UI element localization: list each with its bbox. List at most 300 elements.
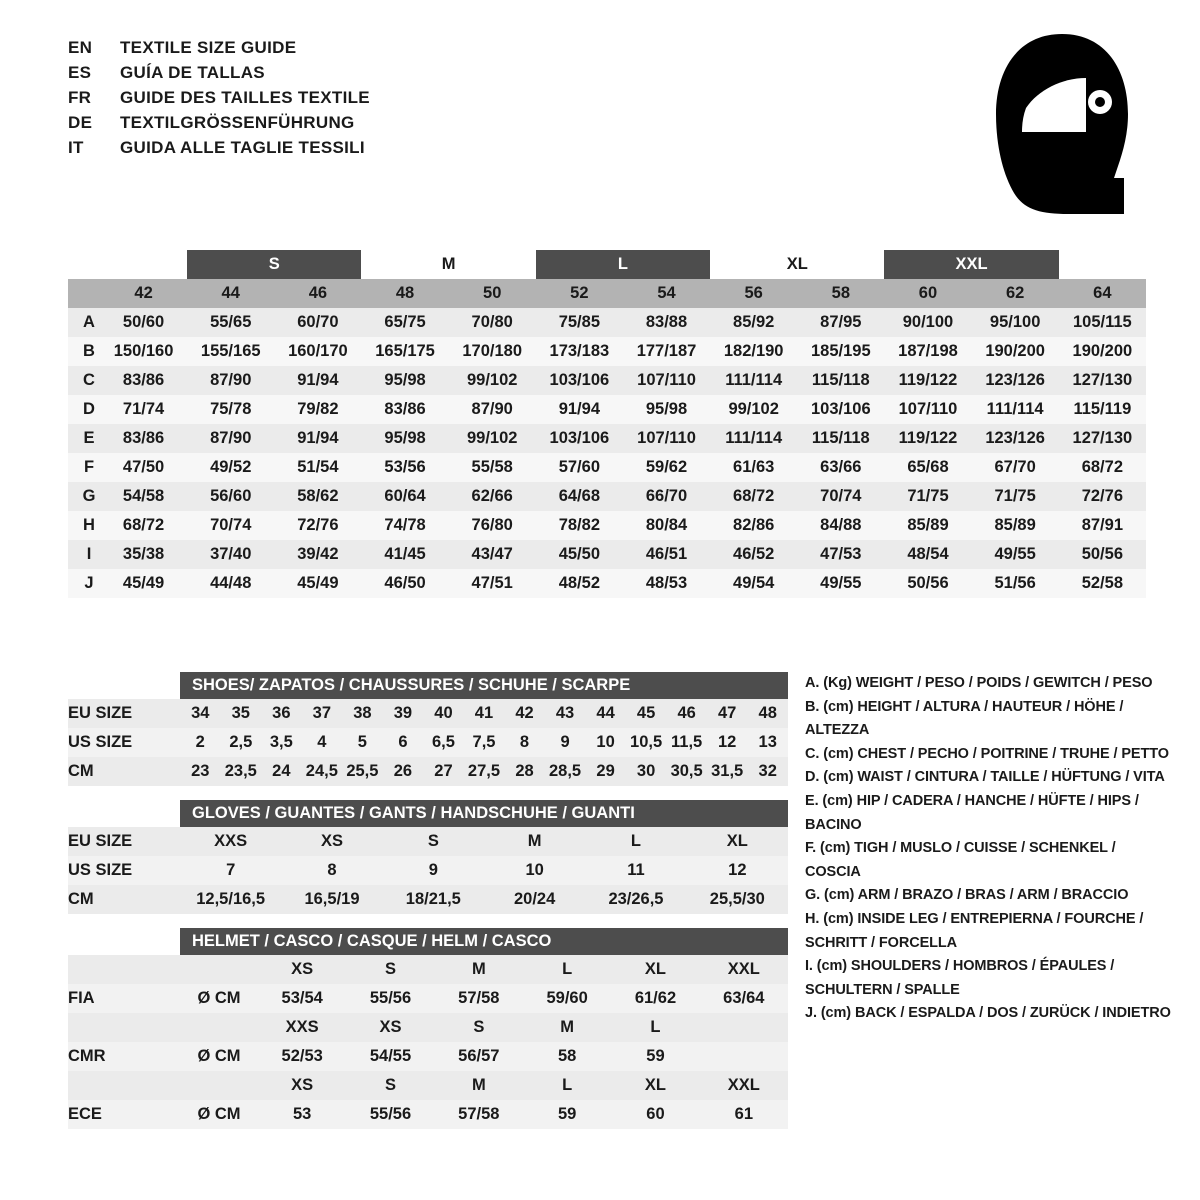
cell: 107/110 <box>637 429 696 447</box>
cell: 111/114 <box>725 429 783 447</box>
cell: XXS <box>214 832 248 850</box>
legend-line-d: D. (cm) WAIST / CINTURA / TAILLE / HÜFTUNG / VITA <box>805 769 1165 786</box>
cell: 75/78 <box>210 400 252 418</box>
cell: 46/50 <box>384 574 426 592</box>
cell: 47/53 <box>820 545 862 563</box>
legend-line-i: I. (cm) SHOULDERS / HOMBROS / ÉPAULES / <box>805 958 1115 975</box>
cell: 119/122 <box>898 429 958 447</box>
cell: 27,5 <box>467 762 501 780</box>
cell: 177/187 <box>636 342 697 360</box>
row-label-h: H <box>83 516 95 534</box>
cell: 5 <box>357 733 367 751</box>
helmet-row-label-fia: FIA <box>68 989 95 1007</box>
row-label-c: C <box>83 371 95 389</box>
legend-line-e: E. (cm) HIP / CADERA / HANCHE / HÜFTE / HIPS / BACINO <box>805 792 1139 833</box>
title-row-es <box>68 63 370 88</box>
cell: L <box>650 1018 661 1036</box>
cell: 70/74 <box>210 516 252 534</box>
cell: 51/56 <box>994 574 1036 592</box>
cell: 26 <box>393 762 413 780</box>
title-row-it <box>68 138 370 163</box>
cell: 4 <box>317 733 327 751</box>
number-cell-6: 54 <box>623 279 710 308</box>
shoes-row-label-eu: EU SIZE <box>68 704 133 722</box>
table-row <box>68 757 788 786</box>
table-row <box>68 337 1146 366</box>
cell: 59 <box>557 1105 577 1123</box>
table-row <box>68 308 1146 337</box>
cell: 64/68 <box>558 487 600 505</box>
table-row <box>68 1013 788 1042</box>
cell: 35 <box>231 704 250 722</box>
helmet-row-label-ece: ECE <box>68 1105 102 1123</box>
cell: 57/58 <box>458 1105 500 1123</box>
lower-tables <box>68 672 788 1135</box>
cell: 68/72 <box>733 487 775 505</box>
row-label-j: J <box>84 574 94 592</box>
cell: 57/60 <box>558 458 600 476</box>
cell: 50/56 <box>1081 545 1123 563</box>
row-label-b: B <box>83 342 95 360</box>
row-label-a: A <box>83 313 95 331</box>
cell: 68/72 <box>122 516 165 534</box>
cell: 190/200 <box>985 342 1045 360</box>
cell: 84/88 <box>820 516 862 534</box>
title-lang-fr: FR <box>68 88 92 107</box>
title-text-fr: GUIDE DES TAILLES TEXTILE <box>120 88 370 107</box>
cell: 111/114 <box>986 400 1044 418</box>
cell: 85/89 <box>907 516 949 534</box>
row-label-i: I <box>86 545 92 563</box>
cell: XS <box>320 832 343 850</box>
cell: 8 <box>327 861 337 879</box>
cell: 182/190 <box>723 342 784 360</box>
title-row-en <box>68 38 370 63</box>
cell: 115/118 <box>811 429 870 447</box>
cell: 150/160 <box>113 342 174 360</box>
cell: 52/53 <box>281 1047 323 1065</box>
cell: 80/84 <box>645 516 688 534</box>
legend-line-g: G. (cm) ARM / BRAZO / BRAS / ARM / BRACCIO <box>805 887 1129 904</box>
cell: 6 <box>398 733 408 751</box>
cell <box>180 955 258 984</box>
cell: 39/42 <box>297 545 339 563</box>
row-label-d: D <box>83 400 95 418</box>
cell: M <box>471 1076 486 1094</box>
cell: 85/89 <box>994 516 1036 534</box>
cell: 57/58 <box>458 989 500 1007</box>
racing-helmet-icon <box>982 28 1142 218</box>
cell: 39 <box>393 704 413 722</box>
cell: XL <box>644 960 667 978</box>
cell: 49/54 <box>733 574 775 592</box>
helmet-table <box>68 955 788 1129</box>
cell: 10 <box>525 861 544 879</box>
size-group-header-row <box>68 250 1146 279</box>
table-row <box>68 955 788 984</box>
title-text-de: TEXTILGRÖSSENFÜHRUNG <box>120 113 355 132</box>
cell: 18/21,5 <box>405 890 461 908</box>
legend-line-f: F. (cm) TIGH / MUSLO / CUISSE / SCHENKEL / COSCIA <box>805 840 1116 880</box>
legend-line-j: J. (cm) BACK / ESPALDA / DOS / ZURÜCK / INDIETRO <box>805 1005 1171 1022</box>
cell: 62/66 <box>471 487 513 505</box>
cell: 58 <box>557 1047 577 1065</box>
row-label-f: F <box>83 458 95 476</box>
cell: 30,5 <box>670 762 703 780</box>
cell: 54/55 <box>369 1047 412 1065</box>
cell: 71/74 <box>122 400 165 418</box>
cell: 12 <box>717 733 737 751</box>
cell: 87/90 <box>210 371 252 389</box>
cell: 11,5 <box>671 733 703 751</box>
cell: 75/85 <box>558 313 600 331</box>
number-cell-11: 64 <box>1059 279 1146 308</box>
cell: 74/78 <box>384 516 426 534</box>
cell: 45/50 <box>558 545 600 563</box>
cell: L <box>562 960 573 978</box>
row-label-e: E <box>83 429 95 447</box>
legend-line-c: C. (cm) CHEST / PECHO / POITRINE / TRUHE / PETTO <box>805 745 1169 762</box>
cell: 32 <box>758 762 777 780</box>
cell: 24 <box>272 762 291 780</box>
cell: S <box>473 1018 485 1036</box>
cell-unit: Ø CM <box>197 989 241 1007</box>
table-row <box>68 1071 788 1100</box>
cell: 190/200 <box>1072 342 1133 360</box>
group-cell-0 <box>100 250 187 279</box>
cell: 83/86 <box>122 429 165 447</box>
title-lang-de: DE <box>68 113 93 132</box>
cell: 76/80 <box>471 516 513 534</box>
cell: 45/49 <box>297 574 339 592</box>
cell: 46/52 <box>733 545 775 563</box>
shoes-section-title: SHOES/ ZAPATOS / CHAUSSURES / SCHUHE / SCARPE <box>180 672 788 699</box>
table-row <box>68 827 788 856</box>
number-cell-3: 48 <box>361 279 448 308</box>
shoes-section <box>68 672 788 786</box>
cell: 43 <box>555 704 575 722</box>
cell: 85/92 <box>733 313 775 331</box>
cell: 37/40 <box>210 545 252 563</box>
cell: 55/65 <box>210 313 252 331</box>
cell: 49/55 <box>994 545 1036 563</box>
cell: 6,5 <box>431 733 455 751</box>
cell: 56/60 <box>210 487 252 505</box>
cell: 34 <box>191 704 210 722</box>
cell: 78/82 <box>558 516 600 534</box>
gloves-row-label-eu: EU SIZE <box>68 832 133 850</box>
cell: 61 <box>734 1105 753 1123</box>
cell: 90/100 <box>902 313 954 331</box>
title-lang-en: EN <box>68 38 93 57</box>
cell: 111/114 <box>725 371 783 389</box>
legend-line-i-cont: SCHULTERN / SPALLE <box>805 981 960 998</box>
number-cell-4: 50 <box>449 279 536 308</box>
shoes-row-label-us: US SIZE <box>68 733 133 751</box>
helmet-blank-label-2 <box>68 1013 180 1042</box>
cell: 40 <box>434 704 453 722</box>
cell: 8 <box>519 733 530 751</box>
cell: 91/94 <box>297 371 339 389</box>
cell: 99/102 <box>466 371 518 389</box>
cell: 49/52 <box>210 458 252 476</box>
group-cell-blank <box>68 250 100 279</box>
table-row <box>68 424 1146 453</box>
cell: 20/24 <box>514 890 556 908</box>
cell: 28,5 <box>548 762 582 780</box>
cell: XXL <box>727 960 760 978</box>
cell: 12,5/16,5 <box>196 890 266 908</box>
cell: 87/90 <box>210 429 252 447</box>
cell: 115/119 <box>1073 400 1132 418</box>
cell: 47/51 <box>471 574 513 592</box>
number-cell-0: 42 <box>100 279 187 308</box>
cell: XS <box>291 960 314 978</box>
cell: 87/90 <box>471 400 513 418</box>
cell: 41 <box>474 704 494 722</box>
cell: 127/130 <box>1072 429 1133 447</box>
cell: 63/66 <box>820 458 862 476</box>
cell: XL <box>726 832 748 850</box>
gloves-row-label-us: US SIZE <box>68 861 133 879</box>
cell: 87/91 <box>1081 516 1123 534</box>
cell: 51/54 <box>297 458 339 476</box>
cell: 61/62 <box>634 989 677 1007</box>
cell: XS <box>291 1076 314 1094</box>
legend-line-b: B. (cm) HEIGHT / ALTURA / HAUTEUR / HÖHE / ALTEZZA <box>805 698 1124 739</box>
cell: 71/75 <box>907 487 949 505</box>
helmet-row-label-cmr: CMR <box>68 1047 106 1065</box>
textile-size-table <box>68 250 1146 598</box>
cell: 36 <box>272 704 291 722</box>
cell <box>180 1071 258 1100</box>
cell: M <box>560 1018 575 1036</box>
table-row <box>68 885 788 914</box>
title-text-it: GUIDA ALLE TAGLIE TESSILI <box>120 138 365 157</box>
cell: 79/82 <box>297 400 339 418</box>
cell: 70/80 <box>471 313 513 331</box>
cell: 28 <box>515 762 534 780</box>
cell: 47 <box>717 704 737 722</box>
group-cell-xxl: XXL <box>884 250 1058 279</box>
title-row-fr <box>68 88 370 113</box>
cell: 71/75 <box>994 487 1036 505</box>
cell: 60 <box>646 1105 665 1123</box>
group-cell-m: M <box>441 255 456 273</box>
cell: 9 <box>560 733 570 751</box>
cell <box>180 1013 258 1042</box>
cell: 95/98 <box>384 371 426 389</box>
group-cell-s: S <box>187 250 361 279</box>
cell: XXL <box>727 1076 760 1094</box>
cell: 25,5/30 <box>709 890 765 908</box>
cell-unit: Ø CM <box>197 1047 241 1065</box>
table-row <box>68 453 1146 482</box>
cell: 48/53 <box>645 574 688 592</box>
gloves-section-title: GLOVES / GUANTES / GANTS / HANDSCHUHE / GUANTI <box>180 800 788 827</box>
helmet-blank-label-1 <box>68 955 180 984</box>
cell: 59 <box>646 1047 665 1065</box>
cell: 7,5 <box>472 733 496 751</box>
legend-line-h: H. (cm) INSIDE LEG / ENTREPIERNA / FOURCHE / <box>805 910 1144 927</box>
legend-line-a: A. (Kg) WEIGHT / PESO / POIDS / GEWITCH / PESO <box>805 675 1153 691</box>
cell: 103/106 <box>549 429 610 447</box>
cell: 67/70 <box>994 458 1036 476</box>
gloves-row-label-cm: CM <box>68 890 94 908</box>
main-table <box>68 250 1146 598</box>
cell: XS <box>379 1018 402 1036</box>
cell: 27 <box>434 762 453 780</box>
cell: M <box>471 960 486 978</box>
cell: 95/98 <box>645 400 688 418</box>
number-cell-blank <box>68 279 100 308</box>
cell: 82/86 <box>733 516 775 534</box>
title-block <box>68 38 370 163</box>
cell: 72/76 <box>1081 487 1123 505</box>
cell: 12 <box>728 861 747 879</box>
cell: 83/86 <box>122 371 165 389</box>
cell: S <box>427 832 439 850</box>
cell <box>700 1013 788 1042</box>
cell: 3,5 <box>269 733 293 751</box>
cell: 185/195 <box>811 342 871 360</box>
cell: 55/56 <box>369 989 412 1007</box>
number-cell-8: 58 <box>797 279 884 308</box>
cell: 35/38 <box>122 545 165 563</box>
cell: 16,5/19 <box>304 890 360 908</box>
cell: 103/106 <box>811 400 871 418</box>
cell: 187/198 <box>898 342 958 360</box>
cell: 44 <box>596 704 615 722</box>
number-cell-2: 46 <box>274 279 361 308</box>
cell: 2 <box>195 733 205 751</box>
cell: 23/26,5 <box>608 890 664 908</box>
cell: 95/100 <box>989 313 1041 331</box>
cell: 173/183 <box>549 342 610 360</box>
shoes-table <box>68 699 788 786</box>
group-cell-last <box>1059 250 1146 279</box>
cell: 103/106 <box>549 371 610 389</box>
cell: 123/126 <box>985 371 1045 389</box>
cell: S <box>384 1076 396 1094</box>
gloves-table <box>68 827 788 914</box>
cell: S <box>384 960 396 978</box>
cell: L <box>630 832 642 850</box>
cell: 46/51 <box>645 545 688 563</box>
legend-line-h-cont: SCHRITT / FORCELLA <box>805 934 958 951</box>
title-lang-it: IT <box>68 138 84 157</box>
cell: 48 <box>758 704 777 722</box>
group-cell-l: L <box>536 250 710 279</box>
cell: 29 <box>596 762 615 780</box>
cell: 105/115 <box>1072 313 1132 331</box>
cell: 45/49 <box>122 574 165 592</box>
cell: 54/58 <box>122 487 165 505</box>
title-text-es: GUÍA DE TALLAS <box>120 63 265 82</box>
cell: 83/88 <box>645 313 688 331</box>
table-row <box>68 1042 788 1071</box>
cell: 38 <box>353 704 372 722</box>
title-row-de <box>68 113 370 138</box>
cell: 119/122 <box>898 371 958 389</box>
cell: 7 <box>226 861 236 879</box>
cell: 91/94 <box>297 429 339 447</box>
cell: 53/56 <box>384 458 426 476</box>
cell: 31,5 <box>711 762 744 780</box>
cell: 13 <box>758 733 777 751</box>
size-number-header-row <box>68 279 1146 308</box>
cell: 127/130 <box>1072 371 1133 389</box>
cell: 48/54 <box>907 545 949 563</box>
cell: 23,5 <box>224 762 257 780</box>
cell: 43/47 <box>471 545 513 563</box>
cell: 160/170 <box>288 342 348 360</box>
cell: 60/70 <box>297 313 339 331</box>
table-row <box>68 395 1146 424</box>
cell: 65/68 <box>907 458 949 476</box>
cell <box>700 1042 788 1071</box>
row-label-g: G <box>82 487 96 505</box>
cell: 55/58 <box>471 458 513 476</box>
table-row <box>68 540 1146 569</box>
group-cell-xl: XL <box>786 255 808 273</box>
measurement-legend <box>805 672 1175 1026</box>
cell: 50/56 <box>907 574 949 592</box>
cell: 30 <box>636 762 656 780</box>
cell: 155/165 <box>200 342 261 360</box>
cell: 9 <box>428 861 438 879</box>
cell: 23 <box>191 762 210 780</box>
cell: 115/118 <box>811 371 870 389</box>
number-cell-9: 60 <box>884 279 971 308</box>
cell: 48/52 <box>558 574 600 592</box>
helmet-section-title: HELMET / CASCO / CASQUE / HELM / CASCO <box>180 928 788 955</box>
gloves-section <box>68 800 788 914</box>
cell: 60/64 <box>384 487 426 505</box>
cell: 46 <box>677 704 696 722</box>
cell: 99/102 <box>728 400 779 418</box>
cell: 65/75 <box>384 313 426 331</box>
cell: 91/94 <box>558 400 600 418</box>
cell: 107/110 <box>637 371 696 389</box>
cell: 58/62 <box>297 487 339 505</box>
cell: 63/64 <box>723 989 765 1007</box>
number-cell-1: 44 <box>187 279 274 308</box>
cell: 45 <box>636 704 656 722</box>
table-row <box>68 366 1146 395</box>
table-row <box>68 699 788 728</box>
number-cell-5: 52 <box>536 279 623 308</box>
table-row <box>68 511 1146 540</box>
table-row <box>68 1100 788 1129</box>
cell: 107/110 <box>898 400 958 418</box>
table-row <box>68 569 1146 598</box>
cell: 56/57 <box>458 1047 500 1065</box>
cell: 53 <box>292 1105 312 1123</box>
cell: 44/48 <box>210 574 252 592</box>
cell: 59/62 <box>645 458 688 476</box>
cell: 52/58 <box>1081 574 1123 592</box>
cell: 70/74 <box>820 487 862 505</box>
helmet-section <box>68 928 788 1129</box>
cell: 49/55 <box>820 574 862 592</box>
cell: 61/63 <box>733 458 775 476</box>
cell: 123/126 <box>985 429 1045 447</box>
cell: 165/175 <box>375 342 435 360</box>
cell: XXS <box>285 1018 319 1036</box>
cell: 99/102 <box>466 429 518 447</box>
cell: 25,5 <box>346 762 379 780</box>
